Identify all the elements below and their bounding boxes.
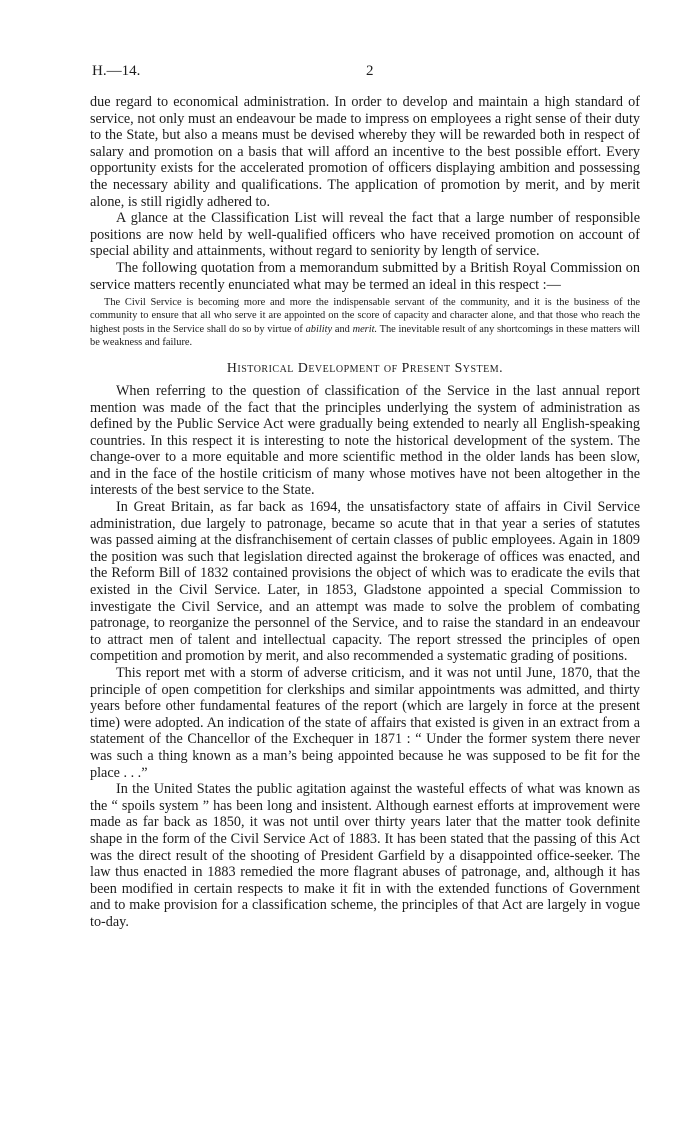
paragraph-great-britain: In Great Britain, as far back as 1694, the unsatisfactory state of affairs in Civil Service administration, due largely to patronage, became so acute that in that year a series of statutes was passed aiming at the disfranchisement of certain classes of public employees. Again in 1809 the position was such that legislation directed against the brokerage of offices was enacted, and the Reform Bill of 1832 contained provisions the object of which was to eradicate the evils that existed in the Civil Service. Later, in 1853, Gladstone appointed a special Commission to investigate the Civil Service, and an attempt was made to solve the problem of combating patronage, to reorganize the personnel of the Service, and to raise the standard in an endeavour to attract men of talent and intellectual capacity. The report stressed the principles of open competition and promotion by merit, and also recommended a systematic grading of positions. <box>90 499 640 665</box>
paragraph-united-states: In the United States the public agitation against the wasteful effects of what was known as the “ spoils system ” has been long and insistent. Although earnest efforts at improvement were made as far back as 1850, it was not until over thirty years later that the matter took definite shape in the form of the Civil Service Act of 1883. It has been stated that the passing of this Act was the direct result of the shooting of President Garfield by a disappointed office-seeker. The law thus enacted in 1883 remedied the more flagrant abuses of patronage, and, although it has been modified in certain respects to make it fit in with the extended functions of Government and to make provision for a classification scheme, the principles of that Act are largely in vogue to-day. <box>90 781 640 930</box>
page-header <box>92 63 642 83</box>
paragraph-quotation-intro: The following quotation from a memorandum submitted by a British Royal Commission on service matters recently enunciated what may be termed an ideal in this respect :— <box>90 259 640 293</box>
block-quotation <box>90 296 640 349</box>
paragraph-classification-history: When referring to the question of classification of the Service in the last annual report mention was made of the fact that the principles underlying the system of administration as defined by the Public Service Act were gradually being extended to nearly all English-speaking countries. In this respect it is interesting to note the historical development of the system. The change-over to a more equitable and more scientific method in the older lands has been slow, and in the face of the hostile criticism of many whose motives have not been altogether in the interests of the best service to the State. <box>90 382 640 499</box>
paragraph-classification-list: A glance at the Classification List will reveal the fact that a large number of responsible positions are now held by well-qualified officers who have received promotion on account of special ability and attainments, without regard to seniority by length of service. <box>90 210 640 260</box>
quote-text-part1: The Civil Service is becoming more and more the indispensable servant of the community, and it is the business of the community to ensure that all who serve it are appointed on the score of capacity and character alone, and that those who reach the highest posts in the Service shall do so by virtue of <box>90 297 640 335</box>
paragraph-continuation: due regard to economical administration. In order to develop and maintain a high standard of service, not only must an endeavour be made to impress on employees a right sense of their duty to the State, but also a means must be devised whereby they will be rewarded both in respect of salary and promotion on a basis that will afford an incentive to the best possible effort. Every opportunity exists for the accelerated promotion of officers displaying ambition and possessing the necessary ability and qualifications. The application of promotion by merit, and by merit alone, is still rigidly adhered to. <box>90 94 640 210</box>
paragraph-report-criticism: This report met with a storm of adverse criticism, and it was not until June, 1870, that the principle of open competition for clerkships and similar appointments was admitted, and thirty years before other fundamental features of the report (which are largely in force at the present time) were adopted. An indication of the state of affairs that existed is given in an extract from a statement of the Chancellor of the Exchequer in 1871 : “ Under the former system there never was such a thing known as a man’s being appointed because he was supposed to be fit for the place . . .” <box>90 665 640 781</box>
page-number: 2 <box>366 63 374 79</box>
quote-text-part2: The inevitable result of any shortcomings in these matters will be weakness and failure. <box>90 323 640 349</box>
quote-emphasis-merit: merit. <box>352 323 378 335</box>
quote-emphasis-ability: ability <box>305 323 333 335</box>
quote-text-and: and <box>334 323 350 335</box>
section-heading: Historical Development of Present System. <box>226 360 504 376</box>
document-reference: H.—14. <box>92 63 141 79</box>
document-body <box>90 94 640 931</box>
